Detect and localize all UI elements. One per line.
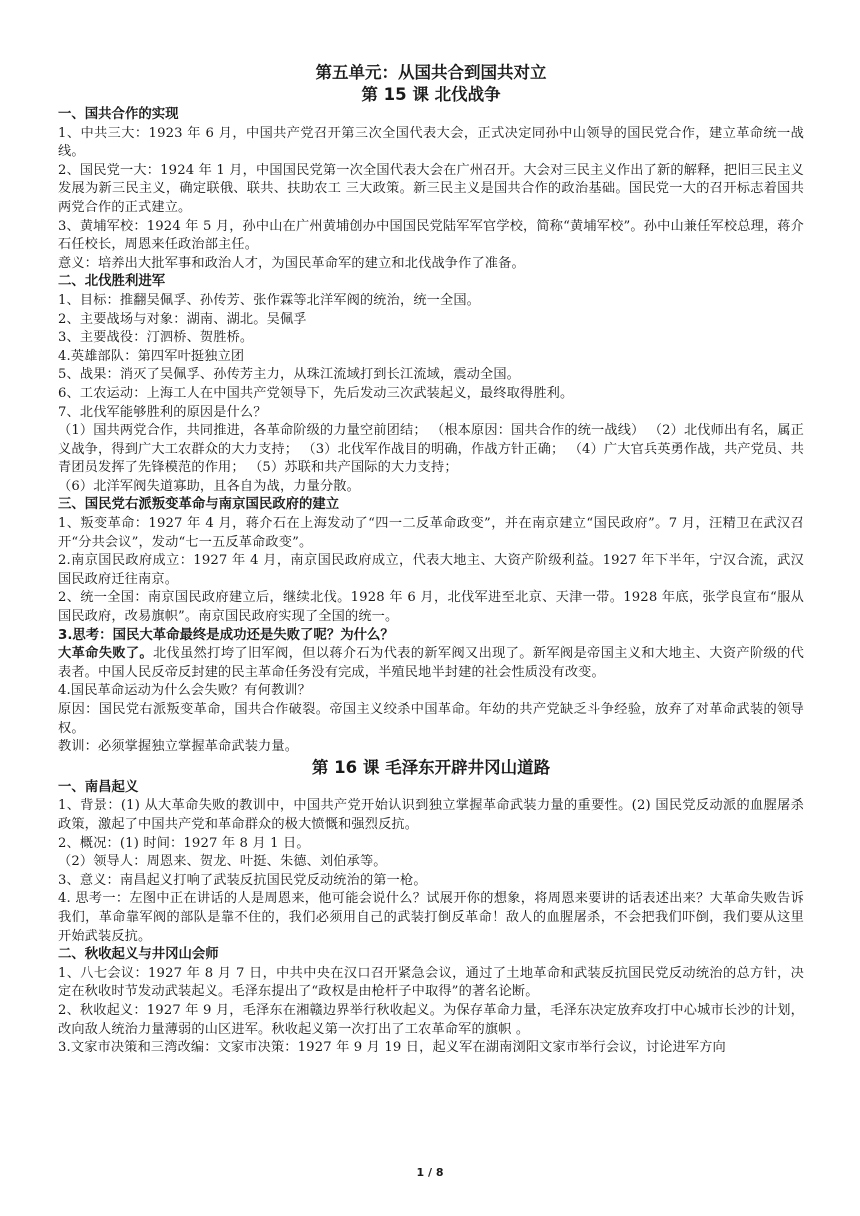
list-item: 2、秋收起义：1927 年 9 月，毛泽东在湘赣边界举行秋收起义。为保存革命力量，毛泽东决定放弃攻打中心城市长沙的计划，改向敌人统治力量薄弱的山区进军。秋收起义第一次打出了工农革命军的旗帜 。 — [58, 1002, 804, 1037]
list-item: 3、主要战役：汀泗桥、贺胜桥。 — [58, 330, 254, 346]
paragraph: 原因：国民党右派叛变革命，国共合作破裂。帝国主义绞杀中国革命。年幼的共产党缺乏斗争经验，放弃了对革命武装的领导权。 — [58, 702, 804, 736]
answer-lead: 大革命失败了。 — [58, 646, 153, 662]
list-item: 3.文家市决策和三湾改编：文家市决策：1927 年 9 月 19 日，起义军在湖南浏阳文家市举行会议，讨论进军方向 — [58, 1040, 726, 1056]
list-item: 3、意义：南昌起义打响了武装反抗国民党反动统治的第一枪。 — [58, 872, 427, 888]
section-heading: 二、北伐胜利进军 — [58, 274, 166, 290]
list-item: （2）领导人：周恩来、贺龙、叶挺、朱德、刘伯承等。 — [58, 854, 387, 870]
answer-paragraph — [58, 645, 804, 682]
list-item: （1）国共两党合作，共同推进，各革命阶级的力量空前团结； （根本原因：国共合作的统一战线） （2）北伐师出有名，属正义战争，得到广大工农群众的大力支持； （3）北伐军作战目的明确，作战方针正确； （4）广大官兵英勇作战，共产党员、共青团员发挥了先锋模范的作用； （5）苏联和共产国际的大力支持； — [58, 423, 804, 476]
section-heading: 一、国共合作的实现 — [58, 107, 179, 122]
list-item: 1、叛变革命：1927 年 4 月，蒋介石在上海发动了“四一二反革命政变”，并在南京建立“国民政府”。7 月，汪精卫在武汉召开“分共会议”，发动“七一五反革命政变”。 — [58, 516, 804, 550]
list-item: 1、目标：推翻吴佩孚、孙传芳、张作霖等北洋军阀的统治，统一全国。 — [58, 292, 480, 308]
list-item: 1、背景：(1) 从大革命失败的教训中，中国共产党开始认识到独立掌握革命武装力量的重要性。(2) 国民党反动派的血腥屠杀政策，激起了中国共产党和革命群众的极大愤慨和强烈反抗。 — [58, 798, 804, 832]
section-heading: 一、南昌起义 — [58, 779, 139, 795]
question-heading: 3.思考：国民大革命最终是成功还是失败了呢？为什么？ — [58, 627, 394, 643]
section-heading: 三、国民党右派叛变革命与南京国民政府的建立 — [58, 497, 340, 513]
list-item: 4. 思考一：左图中正在讲话的人是周恩来，他可能会说什么？试展开你的想象，将周恩来要讲的话表述出来？大革命失败告诉我们，革命靠军阀的部队是靠不住的，我们必须用自己的武装打倒反革命！敌人的血腥屠杀，不会把我们吓倒，我们要从这里开始武装反抗。 — [58, 891, 804, 944]
list-item: 2、主要战场与对象：湖南、湖北。吴佩孚 — [58, 311, 307, 327]
question: 4.国民革命运动为什么会失败？有何教训？ — [58, 683, 311, 699]
page-number: 1 / 8 — [416, 1166, 444, 1179]
document-body — [58, 62, 804, 1058]
list-item: 4.英雄部队：第四军叶挺独立团 — [58, 348, 245, 364]
list-item: 5、战果：消灭了吴佩孚、孙传芳主力，从珠江流域打到长江流域，震动全国。 — [58, 367, 521, 383]
list-item: 6、工农运动：上海工人在中国共产党领导下，先后发动三次武装起义，最终取得胜利。 — [58, 385, 574, 401]
list-item: （6）北洋军阀失道寡助，且各自为战，力量分散。 — [58, 478, 360, 494]
section-heading: 二、秋收起义与井冈山会师 — [58, 947, 219, 963]
paragraph: 意义：培养出大批军事和政治人才，为国民革命军的建立和北伐战争作了准备。 — [58, 255, 525, 271]
paragraph: 3、黄埔军校：1924 年 5 月，孙中山在广州黄埔创办中国国民党陆军军官学校，简称“黄埔军校”。孙中山兼任军校总理，蒋介石任校长，周恩来任政治部主任。 — [58, 218, 804, 253]
paragraph: 1、中共三大：1923 年 6 月，中国共产党召开第三次全国代表大会，正式决定同孙中山领导的国民党合作，建立革命统一战线。 — [58, 125, 804, 160]
paragraph: 教训：必须掌握独立掌握革命武装力量。 — [58, 739, 299, 755]
unit-title: 第五单元：从国共合到国共对立 — [315, 63, 547, 82]
list-item: 2.南京国民政府成立：1927 年 4 月，南京国民政府成立，代表大地主、大资产阶级利益。1927 年下半年，宁汉合流，武汉国民政府迁往南京。 — [58, 553, 804, 587]
lesson-15-title: 第 15 课 北伐战争 — [361, 85, 501, 104]
list-item: 2、统一全国：南京国民政府建立后，继续北伐。1928 年 6 月，北伐军进至北京、天津一带。1928 年底，张学良宣布“服从国民政府，改易旗帜”。南京国民政府实现了全国的统一。 — [58, 590, 804, 625]
list-item: 1、八七会议：1927 年 8 月 7 日，中共中央在汉口召开紧急会议，通过了土地革命和武装反抗国民党反动统治的总方针，决定在秋收时节发动武装起义。毛泽东提出了“政权是由枪杆子中取得”的著名论断。 — [58, 965, 804, 1000]
answer-text: 北伐虽然打垮了旧军阀，但以蒋介石为代表的新军阀又出现了。新军阀是帝国主义和大地主、大资产阶级的代表者。中国人民反帝反封建的民主革命任务没有完成，半殖民地半封建的社会性质没有改变。 — [58, 646, 804, 680]
lesson-16-title: 第 16 课 毛泽东开辟井冈山道路 — [311, 757, 551, 777]
list-item: 2、概况：(1) 时间：1927 年 8 月 1 日。 — [58, 835, 310, 851]
list-item: 7、北伐军能够胜利的原因是什么？ — [58, 404, 267, 420]
paragraph: 2、国民党一大：1924 年 1 月，中国国民党第一次全国代表大会在广州召开。大会对三民主义作出了新的解释，把旧三民主义发展为新三民主义，确定联俄、联共、扶助农工 三大政策。新三民主义是国共合作的政治基础。国民党一大的召开标志着国共两党合作的正式建立。 — [58, 162, 804, 215]
